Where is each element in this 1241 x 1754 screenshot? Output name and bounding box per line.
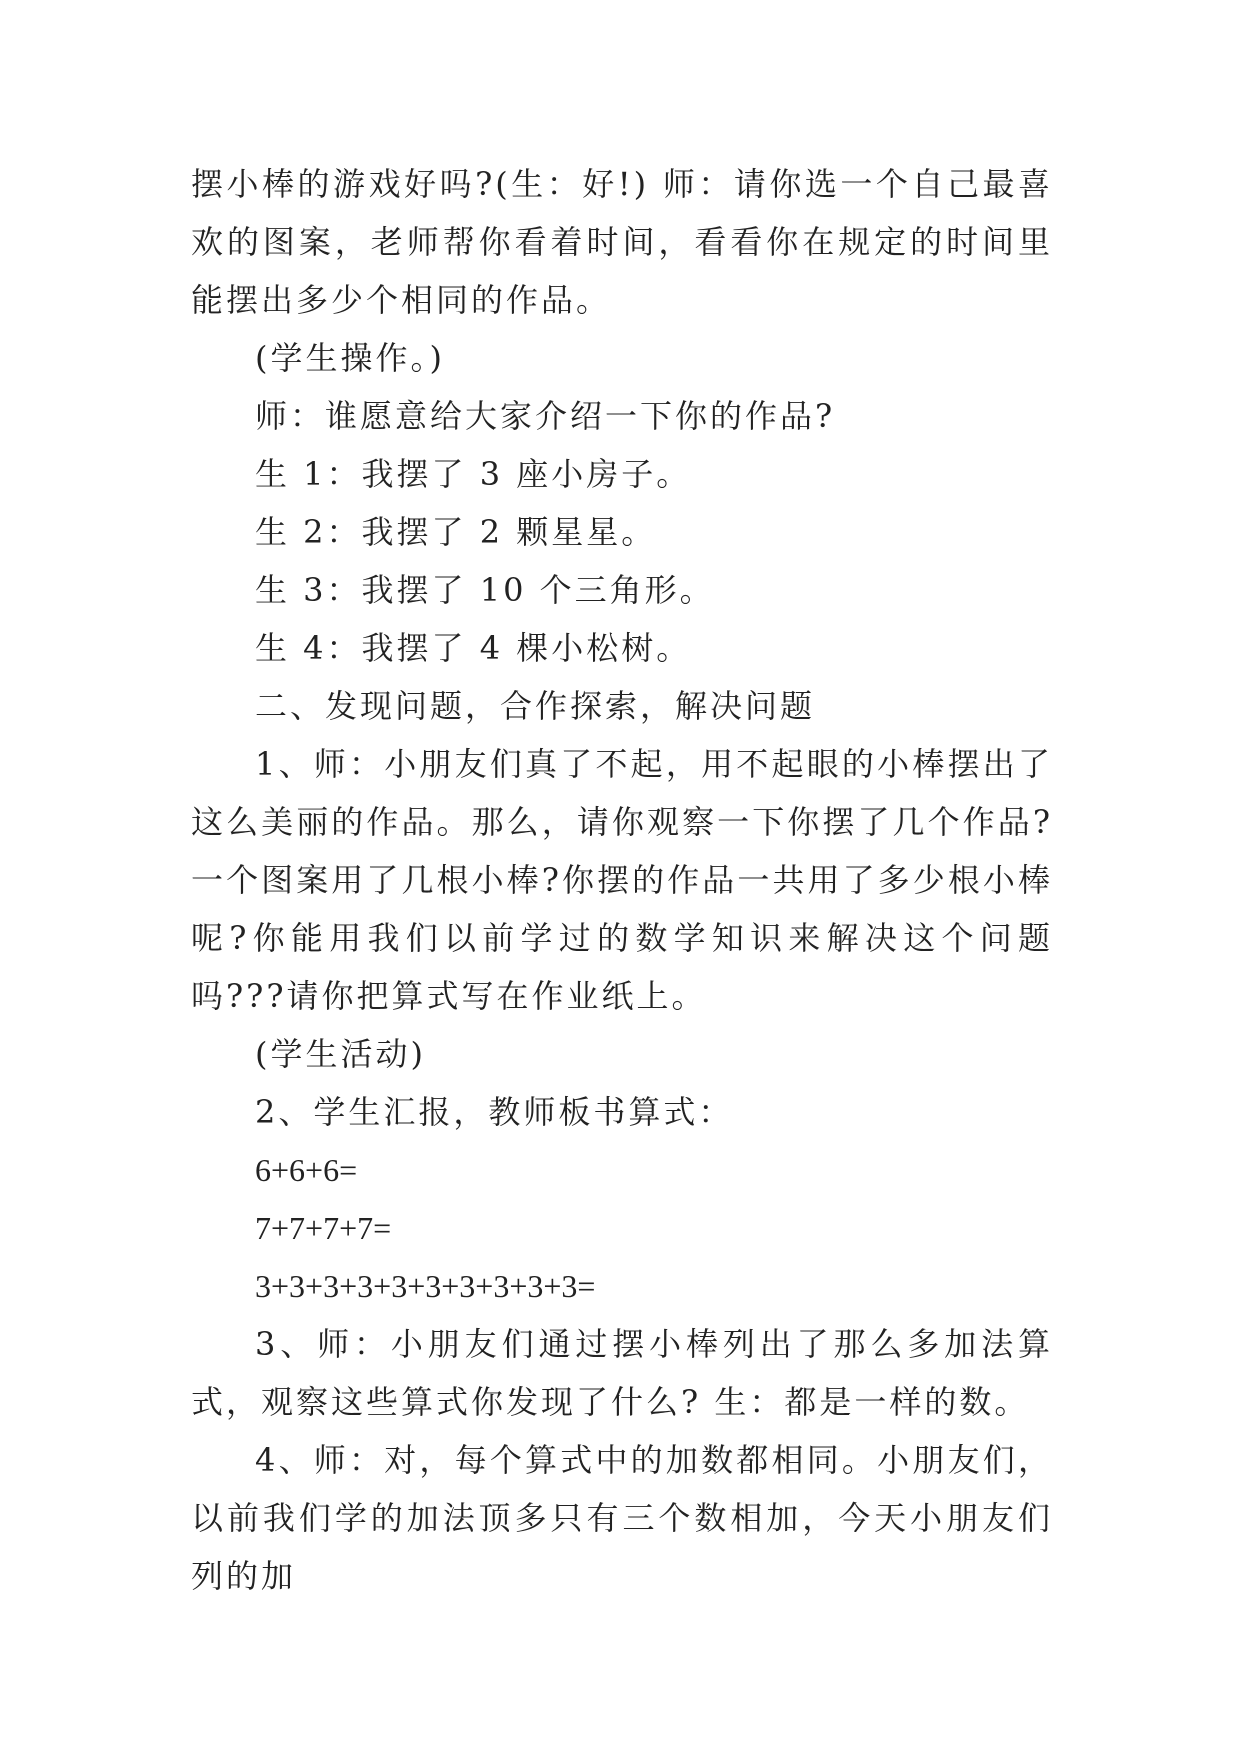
document-body <box>191 155 1053 1605</box>
formula-1: 6+6+6= <box>255 1152 358 1188</box>
paragraph-student-1: 生 1：我摆了 3 座小房子。 <box>255 455 692 493</box>
paragraph-student-4: 生 4：我摆了 4 棵小松树。 <box>255 629 692 667</box>
paragraph-student-2: 生 2：我摆了 2 颗星星。 <box>255 513 657 551</box>
paragraph-step-1: 1、师：小朋友们真了不起，用不起眼的小棒摆出了这么美丽的作品。那么，请你观察一下你摆了几个作品?一个图案用了几根小棒?你摆的作品一共用了多少根小棒呢?你能用我们以前学过的数学知识来解决这个问题吗???请你把算式写在作业纸上。 <box>191 745 1053 1015</box>
paragraph-step-4: 4、师：对，每个算式中的加数都相同。小朋友们，以前我们学的加法顶多只有三个数相加，今天小朋友们列的加 <box>191 1441 1053 1595</box>
paragraph-student-3: 生 3：我摆了 10 个三角形。 <box>255 571 715 609</box>
paragraph-step-3: 3、师：小朋友们通过摆小棒列出了那么多加法算式，观察这些算式你发现了什么? 生：都是一样的数。 <box>191 1325 1053 1421</box>
paragraph-student-activity: (学生活动) <box>255 1035 426 1073</box>
paragraph-intro: 摆小棒的游戏好吗?(生：好!) 师：请你选一个自己最喜欢的图案，老师帮你看着时间，看看你在规定的时间里能摆出多少个相同的作品。 <box>191 165 1053 319</box>
formula-3: 3+3+3+3+3+3+3+3+3+3= <box>255 1268 596 1304</box>
paragraph-student-operation: (学生操作。) <box>255 339 445 377</box>
paragraph-step-2: 2、学生汇报，教师板书算式： <box>255 1093 734 1131</box>
paragraph-teacher-question: 师：谁愿意给大家介绍一下你的作品? <box>255 397 836 435</box>
formula-2: 7+7+7+7= <box>255 1210 392 1246</box>
section-heading-2: 二、发现问题，合作探索，解决问题 <box>255 687 816 725</box>
